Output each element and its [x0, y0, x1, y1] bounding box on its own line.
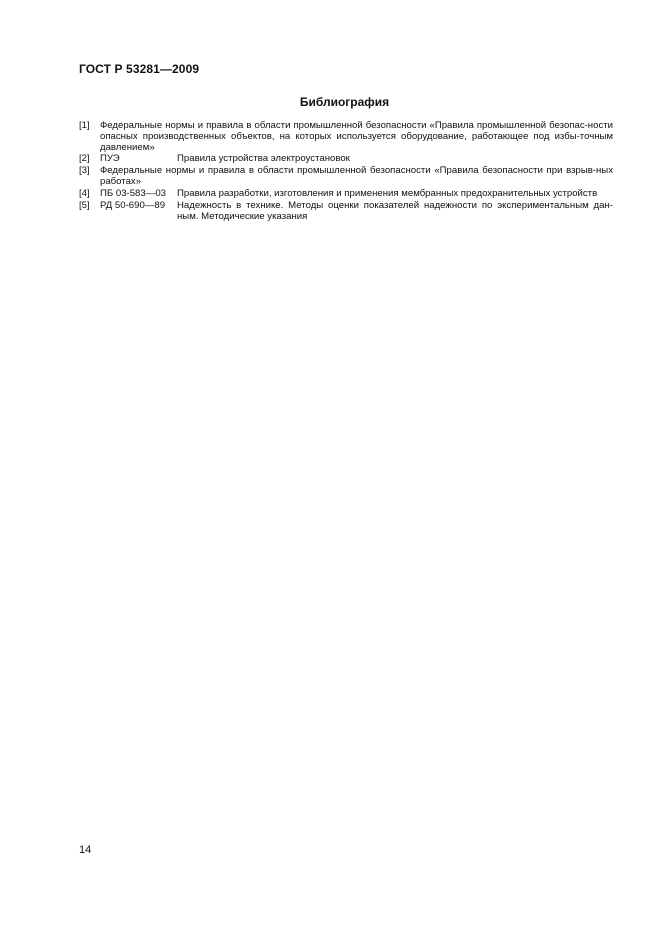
bibliography-entry-5: [79, 201, 613, 223]
entry-text: Правила устройства электроустановок: [177, 153, 350, 164]
entry-text: Федеральные нормы и правила в области промышленной безопасности «Правила безопасности при взрыв-ных работах»: [100, 165, 613, 187]
entry-text: Правила разработки, изготовления и применения мембранных предохранительных устройств: [177, 188, 598, 199]
section-title-text: Библиография: [299, 95, 390, 109]
bibliography-entry-1: [79, 121, 613, 154]
document-header: ГОСТ Р 53281—2009: [79, 62, 200, 76]
entry-code: ПБ 03-583—03: [100, 188, 166, 199]
entry-code: РД 50-690—89: [100, 200, 166, 211]
bibliography-list: [79, 121, 613, 223]
entry-number: [3]: [79, 165, 90, 176]
entry-text: Федеральные нормы и правила в области промышленной безопасности «Правила промышленной безопас-ности опасных производственных объектов, на которых используется оборудование, работающее под избы-точным давлением»: [100, 120, 613, 153]
page-number: 14: [79, 844, 92, 856]
entry-number: [1]: [79, 120, 90, 131]
entry-number: [5]: [79, 200, 90, 211]
entry-text: Надежность в технике. Методы оценки показателей надежности по экспериментальным дан-ным. Методические указания: [177, 200, 613, 222]
entry-number: [4]: [79, 188, 90, 199]
entry-code: ПУЭ: [100, 153, 120, 164]
entry-number: [2]: [79, 153, 90, 164]
section-title: [0, 95, 661, 109]
bibliography-entry-3: [79, 166, 613, 189]
